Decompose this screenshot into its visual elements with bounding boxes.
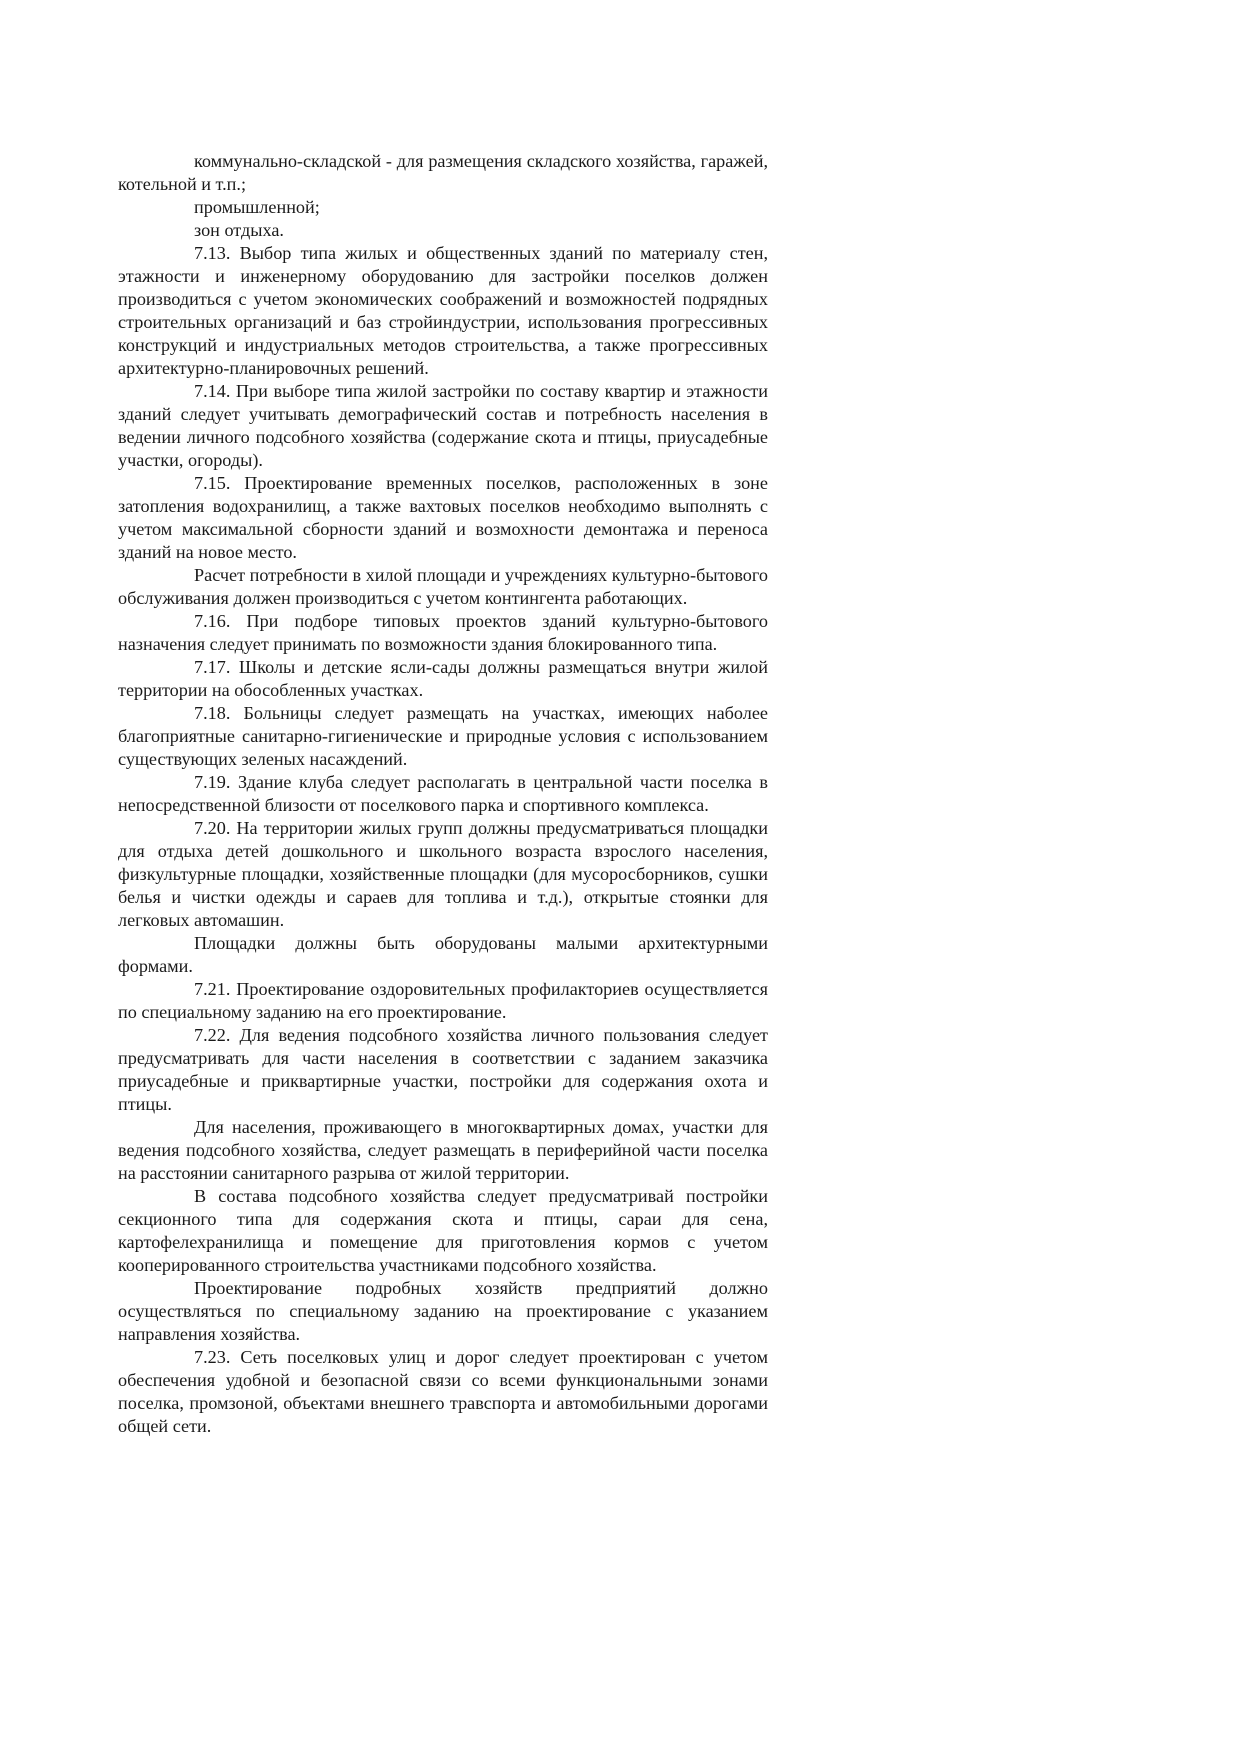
paragraph: коммунально-складской - для размещения складского хозяйства, гаражей, котельной и т.п.; [118, 151, 768, 194]
paragraph: 7.17. Школы и детские ясли-сады должны размещаться внутри жилой территории на обособленных участках. [118, 657, 768, 700]
document-page [118, 150, 768, 1438]
paragraph: промышленной; [194, 197, 320, 217]
paragraph: зон отдыха. [194, 220, 284, 240]
paragraph: 7.15. Проектирование временных поселков, расположенных в зоне затопления водохранилищ, а также вахтовых поселков необходимо выполнять с учетом максимальной сборности зданий и возмохности демонтажа и переноса зданий на новое место. [118, 473, 768, 562]
paragraph: Расчет потребности в хилой площади и учреждениях культурно-бытового обслуживания должен производиться с учетом контингента работающих. [118, 565, 768, 608]
paragraph: 7.14. При выборе типа жилой застройки по составу квартир и этажности зданий следует учитывать демографический состав и потребность населения в ведении личного подсобного хозяйства (содержание скота и птицы, приусадебные участки, огороды). [118, 381, 768, 470]
paragraph: 7.16. При подборе типовых проектов зданий культурно-бытового назначения следует принимать по возможности здания блокированного типа. [118, 611, 768, 654]
paragraph: Проектирование подробных хозяйств предприятий должно осуществляться по специальному заданию на проектирование с указанием направления хозяйства. [118, 1278, 768, 1344]
paragraph: В состава подсобного хозяйства следует предусматривай постройки секционного типа для содержания скота и птицы, сараи для сена, картофелехранилища и помещение для приготовления кормов с учетом кооперированного строительства участниками подсобного хозяйства. [118, 1186, 768, 1275]
paragraph: Для населения, проживающего в многоквартирных домах, участки для ведения подсобного хозяйства, следует размещать в периферийной части поселка на расстоянии санитарного разрыва от жилой территории. [118, 1117, 768, 1183]
paragraph: Площадки должны быть оборудованы малыми архитектурными формами. [118, 933, 768, 976]
paragraph: 7.19. Здание клуба следует располагать в центральной части поселка в непосредственной близости от поселкового парка и спортивного комплекса. [118, 772, 768, 815]
paragraph: 7.13. Выбор типа жилых и общественных зданий по материалу стен, этажности и инженерному оборудованию для застройки поселков должен производиться с учетом экономических соображений и возможностей подрядных строительных организаций и баз стройиндустрии, использования прогрессивных конструкций и индустриальных методов строительства, а также прогрессивных архитектурно-планировочных решений. [118, 243, 768, 378]
paragraph: 7.23. Сеть поселковых улиц и дорог следует проектирован с учетом обеспечения удобной и безопасной связи со всеми функциональными зонами поселка, промзоной, объектами внешнего травспорта и автомобильными дорогами общей сети. [118, 1347, 768, 1436]
paragraph: 7.18. Больницы следует размещать на участках, имеющих наболее благоприятные санитарно-гигиенические и природные условия с использованием существующих зеленых насаждений. [118, 703, 768, 769]
paragraph: 7.22. Для ведения подсобного хозяйства личного пользования следует предусматривать для части населения в соответствии с заданием заказчика приусадебные и приквартирные участки, постройки для содержания охота и птицы. [118, 1025, 768, 1114]
paragraph: 7.20. На территории жилых групп должны предусматриваться площадки для отдыха детей дошкольного и школьного возраста взрослого населения, физкультурные площадки, хозяйственные площадки (для мусоросборников, сушки белья и чистки одежды и сараев для топлива и т.д.), открытые стоянки для легковых автомашин. [118, 818, 768, 930]
paragraph: 7.21. Проектирование оздоровительных профилакториев осуществляется по специальному заданию на его проектирование. [118, 979, 768, 1022]
